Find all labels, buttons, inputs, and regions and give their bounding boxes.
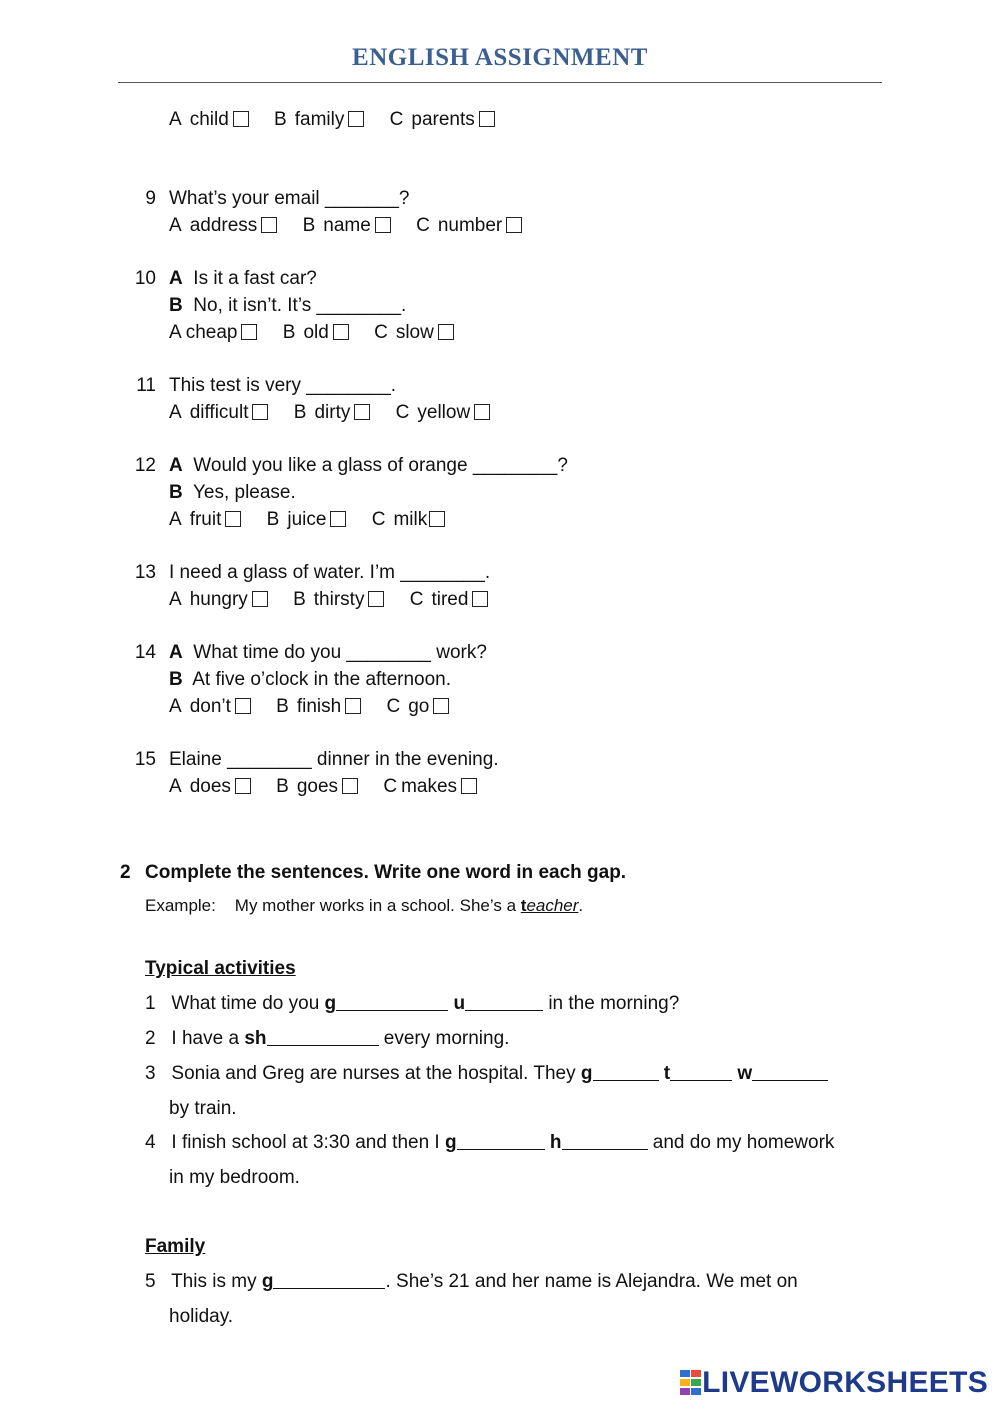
- option-text: thirsty: [313, 589, 365, 610]
- option-letter: C: [409, 589, 424, 610]
- option-letter: B: [302, 215, 316, 236]
- answer-gap[interactable]: [670, 1064, 732, 1081]
- option-text: child: [189, 109, 229, 130]
- checkbox[interactable]: [348, 111, 364, 127]
- option-letter: A: [169, 589, 182, 610]
- hint-letter: h: [549, 1132, 562, 1153]
- gap-fill-item: [145, 992, 679, 1016]
- item-text: . She’s 21 and her name is Alejandra. We met on: [385, 1271, 798, 1292]
- q11-options: [169, 401, 510, 425]
- item-text: every morning.: [378, 1028, 510, 1049]
- page-title: ENGLISH ASSIGNMENT: [352, 44, 648, 71]
- question-number: 10: [134, 268, 156, 289]
- question-number: 15: [134, 749, 156, 770]
- option-letter: C: [371, 509, 386, 530]
- dialogue-text: Is it a fast car?: [193, 268, 317, 289]
- hint-letter: w: [737, 1063, 753, 1084]
- logo-mark-icon: [680, 1370, 702, 1396]
- option-text: finish: [296, 696, 342, 717]
- option-text: cheap: [185, 322, 238, 343]
- option-text: milk: [393, 509, 428, 530]
- q10-options: [169, 321, 474, 345]
- checkbox[interactable]: [354, 404, 370, 420]
- option-text: go: [408, 696, 430, 717]
- option-letter: A: [169, 215, 182, 236]
- hint-letter: u: [453, 993, 466, 1014]
- option-text: juice: [287, 509, 327, 530]
- checkbox[interactable]: [345, 698, 361, 714]
- checkbox[interactable]: [342, 778, 358, 794]
- hint-letter: t: [663, 1063, 671, 1084]
- item-text: This is my: [171, 1271, 262, 1292]
- answer-gap[interactable]: [336, 994, 448, 1011]
- question-prompt: I need a glass of water. I’m ________.: [169, 562, 491, 583]
- dialogue-text: Would you like a glass of orange ________?: [193, 455, 568, 476]
- question-number: 12: [134, 455, 156, 476]
- section-instruction: Complete the sentences. Write one word in each gap.: [145, 862, 627, 883]
- checkbox[interactable]: [438, 324, 454, 340]
- item-text: and do my homework: [647, 1132, 835, 1153]
- item-text: I finish school at 3:30 and then I: [171, 1132, 445, 1153]
- checkbox[interactable]: [333, 324, 349, 340]
- option-text: number: [437, 215, 503, 236]
- hint-letter: g: [324, 993, 337, 1014]
- checkbox[interactable]: [235, 698, 251, 714]
- option-letter: C: [386, 696, 401, 717]
- question-number: 13: [134, 562, 156, 583]
- question-prompt: This test is very ________.: [169, 375, 397, 396]
- q9-options: [169, 214, 542, 238]
- option-text: tired: [431, 589, 469, 610]
- answer-gap[interactable]: [465, 994, 543, 1011]
- q13-options: [169, 588, 508, 612]
- item-number: 3: [145, 1063, 156, 1084]
- option-letter: B: [293, 402, 307, 423]
- example-line: [145, 895, 583, 917]
- option-letter: C: [374, 322, 388, 343]
- item-continuation: in my bedroom.: [169, 1167, 300, 1188]
- checkbox[interactable]: [474, 404, 490, 420]
- checkbox[interactable]: [506, 217, 522, 233]
- option-text: don’t: [189, 696, 231, 717]
- option-text: dirty: [314, 402, 351, 423]
- question-prompt: Elaine ________ dinner in the evening.: [169, 749, 499, 770]
- hint-letter: sh: [244, 1028, 267, 1049]
- example-label: Example:: [145, 896, 216, 915]
- checkbox[interactable]: [261, 217, 277, 233]
- checkbox[interactable]: [472, 591, 488, 607]
- dialogue-line-b: [169, 294, 406, 318]
- option-text: address: [189, 215, 258, 236]
- option-letter: B: [276, 696, 289, 717]
- option-letter: B: [274, 109, 287, 130]
- question-prompt: What’s your email _______?: [169, 188, 410, 209]
- checkbox[interactable]: [252, 404, 268, 420]
- item-number: 4: [145, 1132, 156, 1153]
- question-number: 11: [136, 375, 156, 396]
- option-letter: A: [169, 776, 182, 797]
- option-text: fruit: [189, 509, 222, 530]
- speaker-label: B: [169, 482, 183, 503]
- dialogue-text: What time do you ________ work?: [193, 642, 487, 663]
- option-letter: C: [395, 402, 410, 423]
- section-number: 2: [120, 862, 131, 883]
- item-number: 2: [145, 1028, 156, 1049]
- answer-gap[interactable]: [267, 1029, 379, 1046]
- option-letter: B: [266, 509, 280, 530]
- dialogue-text: No, it isn’t. It’s ________.: [193, 295, 407, 316]
- example-text: My mother works in a school. She’s a: [234, 896, 517, 915]
- gap-fill-item: [145, 1027, 509, 1051]
- option-text: makes: [401, 776, 458, 797]
- q14-options: [169, 695, 469, 719]
- q8-options: [169, 108, 515, 132]
- dialogue-line-b: [169, 481, 296, 505]
- answer-gap[interactable]: [273, 1272, 385, 1289]
- option-letter: C: [389, 109, 404, 130]
- gap-fill-item: [145, 1062, 828, 1086]
- option-letter: B: [282, 322, 296, 343]
- option-letter: B: [276, 776, 289, 797]
- item-continuation: holiday.: [169, 1306, 234, 1327]
- item-text: in the morning?: [543, 993, 680, 1014]
- option-text: does: [189, 776, 231, 797]
- option-letter: A: [169, 109, 182, 130]
- option-letter: A: [169, 322, 182, 343]
- option-text: goes: [296, 776, 339, 797]
- speaker-label: B: [169, 295, 183, 316]
- item-number: 5: [145, 1271, 156, 1292]
- dialogue-line-a: [169, 641, 487, 665]
- option-text: parents: [411, 109, 475, 130]
- speaker-label: A: [169, 455, 183, 476]
- dialogue-line-a: [169, 267, 317, 291]
- dialogue-line-a: [169, 454, 568, 478]
- answer-gap[interactable]: [457, 1133, 545, 1150]
- speaker-label: A: [169, 268, 183, 289]
- option-letter: B: [293, 589, 306, 610]
- logo-text: LIVEWORKSHEETS: [702, 1366, 988, 1399]
- checkbox[interactable]: [225, 511, 241, 527]
- item-text: I have a: [171, 1028, 245, 1049]
- example-hint-letter: t: [520, 896, 527, 915]
- checkbox[interactable]: [233, 111, 249, 127]
- option-text: family: [294, 109, 345, 130]
- option-letter: A: [169, 509, 182, 530]
- liveworksheets-logo: [680, 1366, 988, 1400]
- dialogue-text: At five o’clock in the afternoon.: [192, 669, 452, 690]
- option-text: old: [303, 322, 329, 343]
- checkbox[interactable]: [433, 698, 449, 714]
- checkbox[interactable]: [375, 217, 391, 233]
- hint-letter: g: [261, 1271, 274, 1292]
- question-number: 9: [145, 188, 156, 209]
- dialogue-text: Yes, please.: [192, 482, 296, 503]
- option-letter: C: [416, 215, 430, 236]
- option-text: difficult: [189, 402, 249, 423]
- gap-fill-item: [145, 1131, 834, 1155]
- hint-letter: g: [445, 1132, 457, 1153]
- option-letter: C: [383, 776, 398, 797]
- answer-gap[interactable]: [593, 1064, 659, 1081]
- option-letter: A: [169, 696, 182, 717]
- checkbox[interactable]: [252, 591, 268, 607]
- q12-options: [169, 508, 465, 532]
- section-heading: Typical activities: [145, 958, 296, 979]
- checkbox[interactable]: [479, 111, 495, 127]
- option-letter: A: [169, 402, 182, 423]
- dialogue-line-b: [169, 668, 451, 692]
- option-text: slow: [395, 322, 434, 343]
- checkbox[interactable]: [429, 511, 445, 527]
- item-continuation: by train.: [169, 1098, 237, 1119]
- speaker-label: B: [169, 669, 183, 690]
- item-number: 1: [145, 993, 156, 1014]
- checkbox[interactable]: [461, 778, 477, 794]
- section-heading: Family: [145, 1236, 206, 1257]
- speaker-label: A: [169, 642, 183, 663]
- question-number: 14: [134, 642, 156, 663]
- hint-letter: g: [580, 1063, 593, 1084]
- answer-gap[interactable]: [752, 1064, 828, 1081]
- option-text: yellow: [417, 402, 471, 423]
- checkbox[interactable]: [368, 591, 384, 607]
- example-answer: eacher: [526, 896, 579, 915]
- checkbox[interactable]: [241, 324, 257, 340]
- title-divider: [118, 82, 882, 83]
- option-text: name: [323, 215, 371, 236]
- checkbox[interactable]: [235, 778, 251, 794]
- checkbox[interactable]: [330, 511, 346, 527]
- option-text: hungry: [189, 589, 248, 610]
- item-text: What time do you: [171, 993, 325, 1014]
- example-period: .: [578, 896, 584, 915]
- gap-fill-item: [145, 1270, 798, 1294]
- q15-options: [169, 775, 497, 799]
- answer-gap[interactable]: [562, 1133, 648, 1150]
- item-text: Sonia and Greg are nurses at the hospital. They: [171, 1063, 581, 1084]
